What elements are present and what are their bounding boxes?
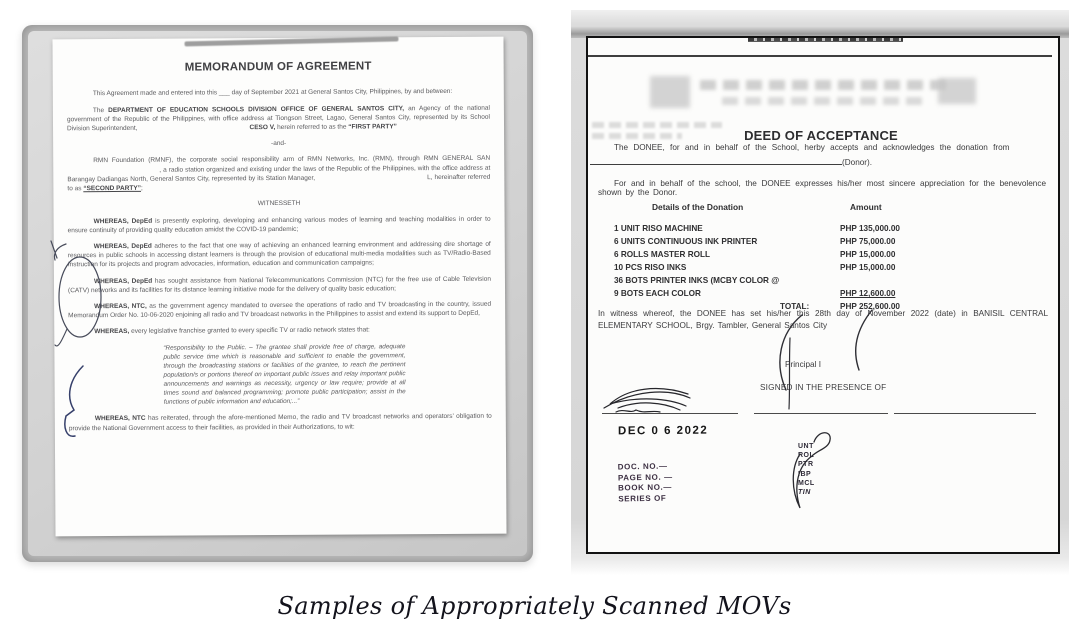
redacted-name-gap <box>67 171 159 172</box>
table-row: 1 UNIT RISO MACHINE PHP 135,000.00 <box>614 224 900 233</box>
signed-presence-label: SIGNED IN THE PRESENCE OF <box>760 383 887 392</box>
stamp-line: UNT <box>798 443 814 450</box>
stamp-line: PTR <box>798 461 814 469</box>
donor-label: (Donor). <box>842 158 873 167</box>
faded-text-line <box>722 97 922 105</box>
table-row: 6 UNITS CONTINUOUS INK PRINTER PHP 75,000.00 <box>614 237 896 246</box>
cutoff-header-text <box>748 38 903 42</box>
deed-paragraph-acceptance: The DONEE, for and in behalf of the School, herby accepts and acknowledges the donation from <box>614 143 1010 152</box>
moa-paragraph-first-party: The DEPARTMENT OF EDUCATION SCHOOLS DIVISION OFFICE OF GENERAL SANTOS CITY, an Agency of the national government of the Republic of the Philippines, with office address at Tiongson Street, Lagao, General Santos City, represented by its School Division Superintendent, CESO V, herein referred to as the “FIRST PARTY” <box>66 104 490 133</box>
signature-line <box>602 413 738 414</box>
moa-scan-thumbnail <box>22 25 533 562</box>
date-received-stamp: DEC 0 6 2022 <box>617 424 709 438</box>
figure-caption: Samples of Appropriately Scanned MOVs <box>277 592 792 620</box>
notary-field: BOOK NO.— <box>618 482 673 493</box>
signature-line <box>894 413 1036 414</box>
whereas-clause-4: WHEREAS, NTC, as the government agency mandated to oversee the operations of radio and TV broadcasting in the country, issued Memorandum Order No. 10-06-2020 enjoining all radio and TV broadcast networks in the Philippines to assist and extend its support to DepEd, <box>68 300 492 320</box>
deed-paragraph-appreciation: For and in behalf of the school, the DONEE expresses his/her most sincere appreciation for the benevolence shown by the Donor. <box>598 179 1046 197</box>
amount-header: Amount <box>850 202 882 212</box>
moa-paragraph-intro: This Agreement made and entered into this ___ day of September 2021 at General Santos City, Philippines, by and between: <box>92 88 453 98</box>
whereas-clause-2: WHEREAS, DepEd adheres to the fact that one way of achieving an enhanced learning environment and addressing dire shortage of resources in public schools in accessing distant learners is through the provision of educational multi-media modalities such as TV/Radio-Based Instruction for its projects and program advocacies, information, education and communication campaigns; <box>67 240 491 269</box>
whereas-clause-1: WHEREAS, DepEd is presently exploring, developing and enhancing various modes of learning and teaching modalities in order to ensure continuity of providing quality education amidst the COVID-19 pandemic; <box>67 215 491 235</box>
faded-text-line <box>700 80 952 90</box>
blank-underline <box>590 157 842 165</box>
table-row: 9 BOTS EACH COLOR PHP 12,600.00 <box>614 289 896 298</box>
principal-title: Principal I <box>785 360 821 369</box>
and-separator: -and- <box>271 140 287 148</box>
franchise-quote-block: “Responsibility to the Public. – The grantee shall provide free of charge, adequate public service time which is reasonable and sufficient to enable the government, through the broadcasting stations or facilities of the grantee, to reach the pertinent population/s or portions thereof on important public issues and relay important public announcements and warnings as necessity, urgency or law require; provide at all times sound and balanced programming; promote public participation; assist in the functions of public information and education;...” <box>163 342 406 406</box>
notary-field: SERIES OF <box>618 493 667 503</box>
moa-content <box>52 37 506 537</box>
signature-scribble <box>604 389 690 412</box>
moa-paragraph-second-party: RMN Foundation (RMNF), the corporate social responsibility arm of RMN Networks, Inc. (RMN), through RMN GENERAL SAN, a radio station organized and existing under the laws of the Republic of the Philippines, with the office address at Barangay Dadiangas North, General Santos City, represented by its Station Manager, L, hereinafter referred to as “SECOND PARTY”; <box>67 155 491 193</box>
table-row: 36 BOTS PRINTER INKS (MCBY COLOR @ <box>614 276 780 285</box>
notary-round-stamp <box>798 442 815 497</box>
notary-field: PAGE NO. — <box>617 472 673 482</box>
notary-field: DOC. NO.— <box>617 461 668 472</box>
witnesseth-heading: WITNESSETH <box>257 200 301 208</box>
redacted-name-gap <box>315 179 427 180</box>
faded-letterhead-logo-left <box>650 76 690 108</box>
whereas-clause-5: WHEREAS, every legislative franchise granted to every specific TV or radio network states that: <box>94 326 370 336</box>
stamp-line: MCL <box>798 479 815 487</box>
signature-line <box>754 413 888 414</box>
deed-page <box>586 36 1060 554</box>
table-row: 6 ROLLS MASTER ROLL PHP 15,000.00 <box>614 250 896 259</box>
deed-title: DEED OF ACCEPTANCE <box>744 128 898 143</box>
pen-stroke-vertical <box>789 338 790 409</box>
witness-paragraph: In witness whereof, the DONEE has set his/her this 28th day of November 2022 (date) in BANISIL CENTRAL ELEMENTARY SCHOOL, Brgy. Tambler, General Santos City <box>598 309 1048 330</box>
faded-letterhead-logo-right <box>938 78 976 104</box>
moa-page <box>52 37 506 537</box>
total-amount: PHP 252,600.00 <box>840 302 900 311</box>
donation-details-header: Details of the Donation <box>652 202 744 212</box>
stamp-line: IBP <box>798 470 812 478</box>
stamp-line: ROL <box>798 452 815 460</box>
deed-scan-thumbnail <box>571 10 1069 575</box>
table-row: 10 PCS RISO INKS PHP 15,000.00 <box>614 263 896 272</box>
faded-letterhead-text <box>700 80 952 105</box>
notary-fields-stamp <box>618 462 673 505</box>
whereas-clause-6: WHEREAS, NTC has reiterated, through the afore-mentioned Memo, the radio and TV broadcast networks and operators’ obligation to provide the National Government access to their facilities, as provided in their Authorizations, to wit: <box>68 413 492 432</box>
donation-table <box>614 222 1044 313</box>
header-rule <box>588 55 1052 57</box>
donor-blank-line <box>590 157 1050 167</box>
moa-title: MEMORANDUM OF AGREEMENT <box>184 60 372 74</box>
redacted-name-gap <box>138 129 250 130</box>
total-label: TOTAL: <box>780 302 810 311</box>
whereas-clause-3: WHEREAS, DepEd has sought assistance from National Telecommunications Commission (NTC) for the free use of Cable Television (CATV) networks and its facilities for its distance learning initiative mode for the delivery of quality basic education; <box>67 275 491 295</box>
stamp-line: TIN <box>798 489 811 497</box>
